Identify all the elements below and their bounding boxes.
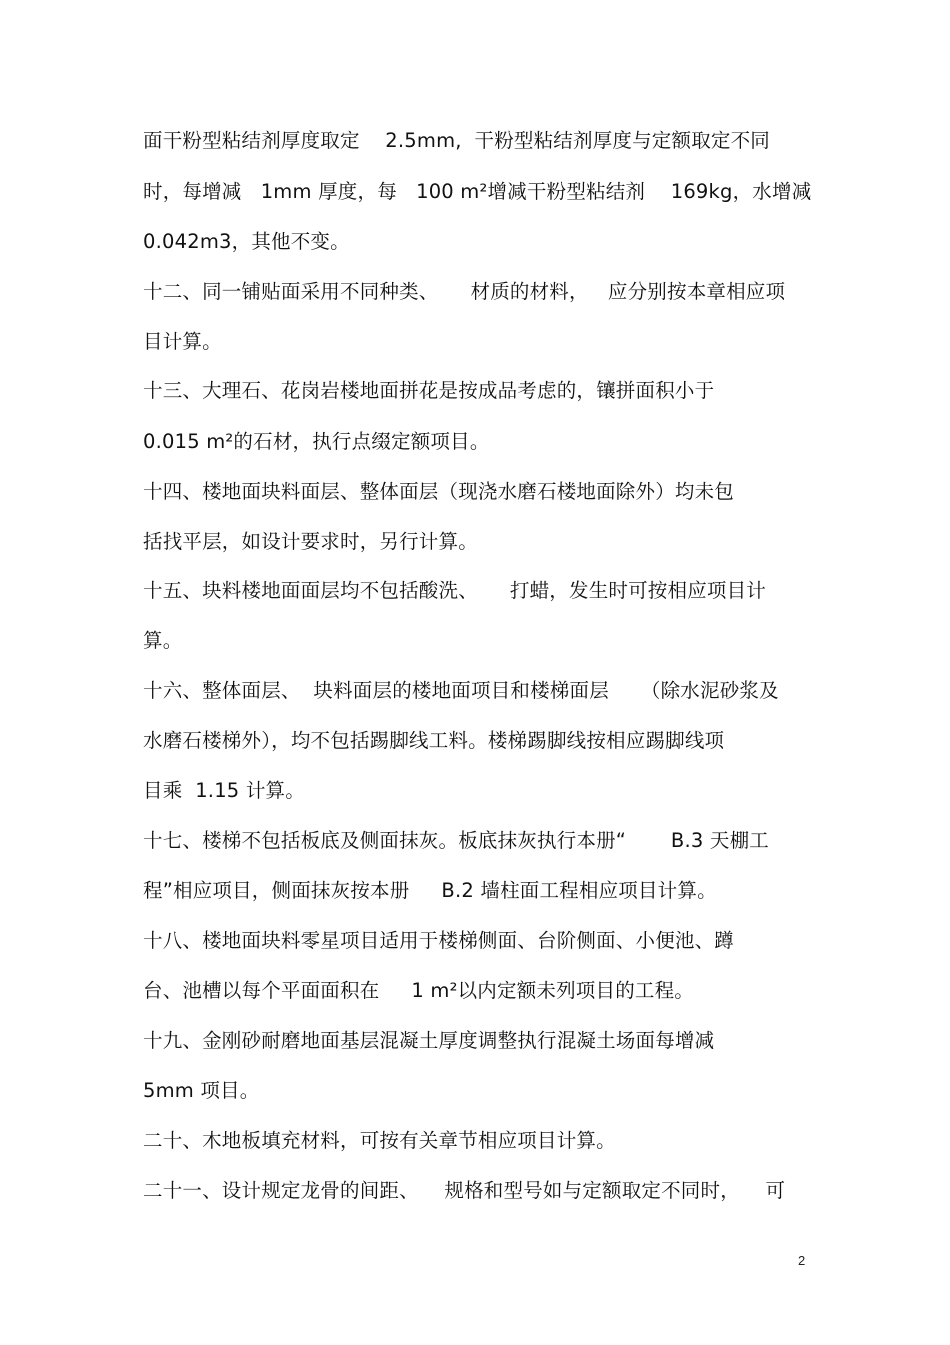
page-number: 2: [798, 1253, 806, 1268]
text-line-8: 十四、楼地面块料面层、整体面层（现浇水磨石楼地面除外）均未包: [143, 480, 735, 503]
text-line-17: 十八、楼地面块料零星项目适用于楼梯侧面、台阶侧面、小便池、蹲: [143, 929, 735, 952]
text-line-20: 5mm 项目。: [143, 1079, 260, 1102]
text-line-12: 十六、整体面层、 块料面层的楼地面项目和楼梯面层 （除水泥砂浆及: [143, 679, 779, 702]
text-line-4: 十二、同一铺贴面采用不同种类、 材质的材料， 应分别按本章相应项: [143, 280, 786, 303]
text-line-21: 二十、木地板填充材料，可按有关章节相应项目计算。: [143, 1129, 616, 1152]
text-line-11: 算。: [143, 629, 183, 652]
text-line-7: 0.015 m²的石材，执行点缀定额项目。: [143, 430, 490, 453]
text-line-3: 0.042m3，其他不变。: [143, 230, 350, 253]
text-line-15: 十七、楼梯不包括板底及侧面抹灰。板底抹灰执行本册“ B.3 天棚工: [143, 829, 769, 852]
text-line-1: 面干粉型粘结剂厚度取定 2.5mm, 干粉型粘结剂厚度与定额取定不同: [143, 129, 770, 152]
text-line-16: 程”相应项目，侧面抹灰按本册 B.2 墙柱面工程相应项目计算。: [143, 879, 717, 902]
text-line-22: 二十一、设计规定龙骨的间距、 规格和型号如与定额取定不同时， 可: [143, 1179, 786, 1202]
text-line-5: 目计算。: [143, 330, 222, 353]
text-line-19: 十九、金刚砂耐磨地面基层混凝土厚度调整执行混凝土场面每增减: [143, 1029, 715, 1052]
text-line-6: 十三、大理石、花岗岩楼地面拼花是按成品考虑的，镶拼面积小于: [143, 379, 715, 402]
text-line-14: 目乘 1.15 计算。: [143, 779, 305, 802]
text-line-18: 台、池槽以每个平面面积在 1 m²以内定额未列项目的工程。: [143, 979, 695, 1002]
text-line-10: 十五、块料楼地面面层均不包括酸洗、 打蜡，发生时可按相应项目计: [143, 579, 766, 602]
text-line-13: 水磨石楼梯外），均不包括踢脚线工料。楼梯踢脚线按相应踢脚线项: [143, 729, 725, 752]
text-line-2: 时，每增减 1mm 厚度，每 100 m²增减干粉型粘结剂 169kg，水增减: [143, 180, 812, 203]
text-line-9: 括找平层，如设计要求时，另行计算。: [143, 530, 478, 553]
